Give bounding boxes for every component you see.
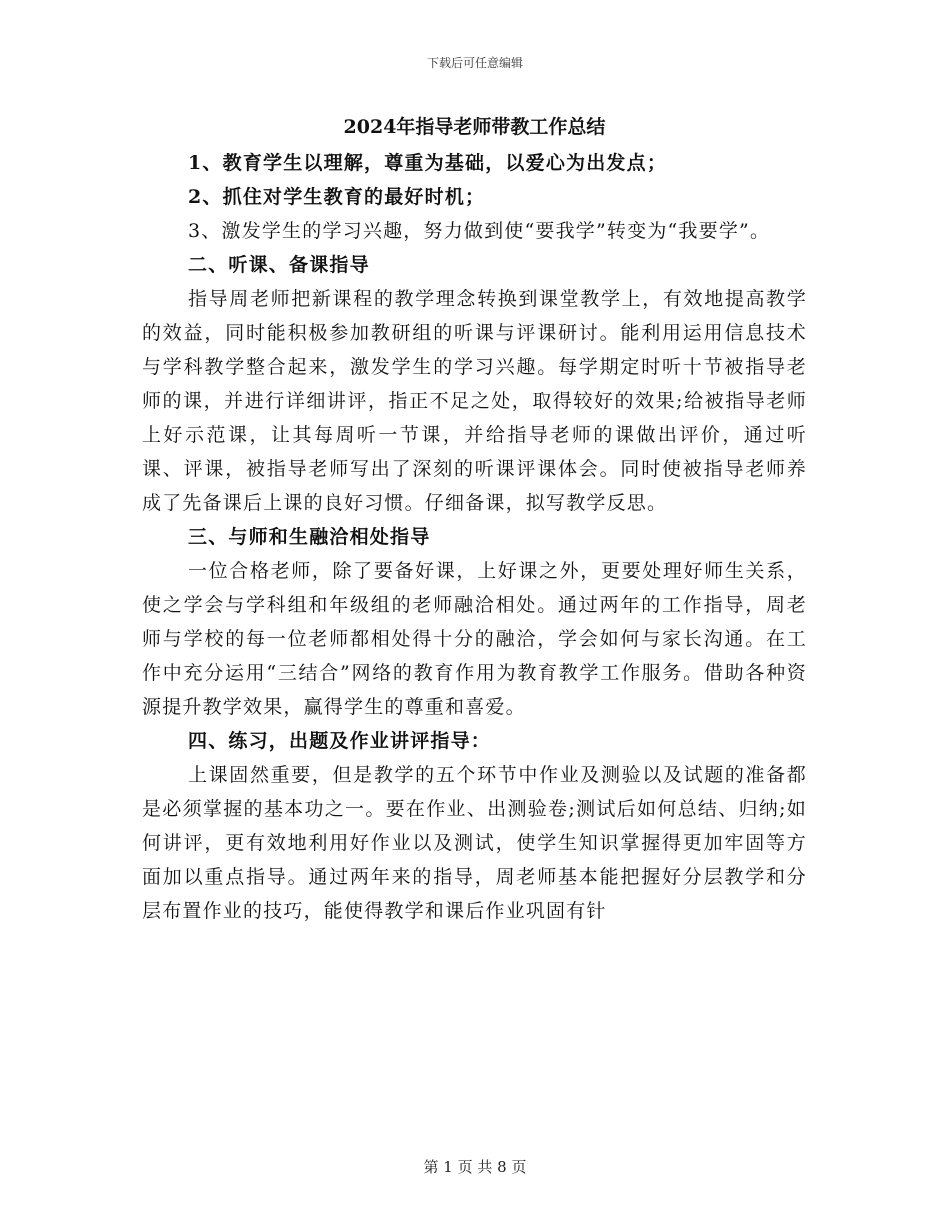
document-title: 2024年指导老师带教工作总结 [343, 116, 606, 138]
paragraph-point-1: 1、教育学生以理解，尊重为基础，以爱心为出发点； [188, 152, 668, 174]
document-body [142, 110, 807, 928]
page-number: 第 1 页 共 8 页 [423, 1158, 527, 1176]
paragraph-homework-guidance: 上课固然重要，但是教学的五个环节中作业及测验以及试题的准备都是必须掌握的基本功之一。要在作业、出测验卷;测试后如何总结、归纳;如何讲评，更有效地利用好作业以及测试，使学生知识掌握得更加牢固等方面加以重点指导。通过两年来的指导，周老师基本能把握好分层教学和分层布置作业的技巧，能使得教学和课后作业巩固有针 [142, 764, 807, 922]
paragraph-relations-guidance: 一位合格老师，除了要备好课，上好课之外，更要处理好师生关系，使之学会与学科组和年级组的老师融洽相处。通过两年的工作指导，周老师与学校的每一位老师都相处得十分的融洽，学会如何与家长沟通。在工作中充分运用“三结合”网络的教育作用为教育教学工作服务。借助各种资源提升教学效果，赢得学生的尊重和喜爱。 [142, 560, 807, 718]
paragraph-lesson-guidance: 指导周老师把新课程的教学理念转换到课堂教学上，有效地提高教学的效益，同时能积极参加教研组的听课与评课研讨。能利用运用信息技术与学科教学整合起来，激发学生的学习兴趣。每学期定时听十节被指导老师的课，并进行详细讲评，指正不足之处，取得较好的效果;给被指导老师上好示范课，让其每周听一节课，并给指导老师的课做出评价，通过听课、评课，被指导老师写出了深刻的听课评课体会。同时使被指导老师养成了先备课后上课的良好习惯。仔细备课，拟写教学反思。 [142, 288, 807, 514]
header-note: 下载后可任意编辑 [426, 56, 523, 70]
section-heading-homework-guidance: 四、练习，出题及作业讲评指导： [188, 730, 492, 752]
paragraph-point-3: 3、激发学生的学习兴趣，努力做到使“要我学”转变为“我要学”。 [188, 220, 771, 242]
section-heading-relations-guidance: 三、与师和生融洽相处指导 [188, 526, 431, 548]
paragraph-point-2: 2、抓住对学生教育的最好时机； [188, 186, 486, 208]
section-heading-lesson-guidance: 二、听课、备课指导 [188, 254, 370, 276]
